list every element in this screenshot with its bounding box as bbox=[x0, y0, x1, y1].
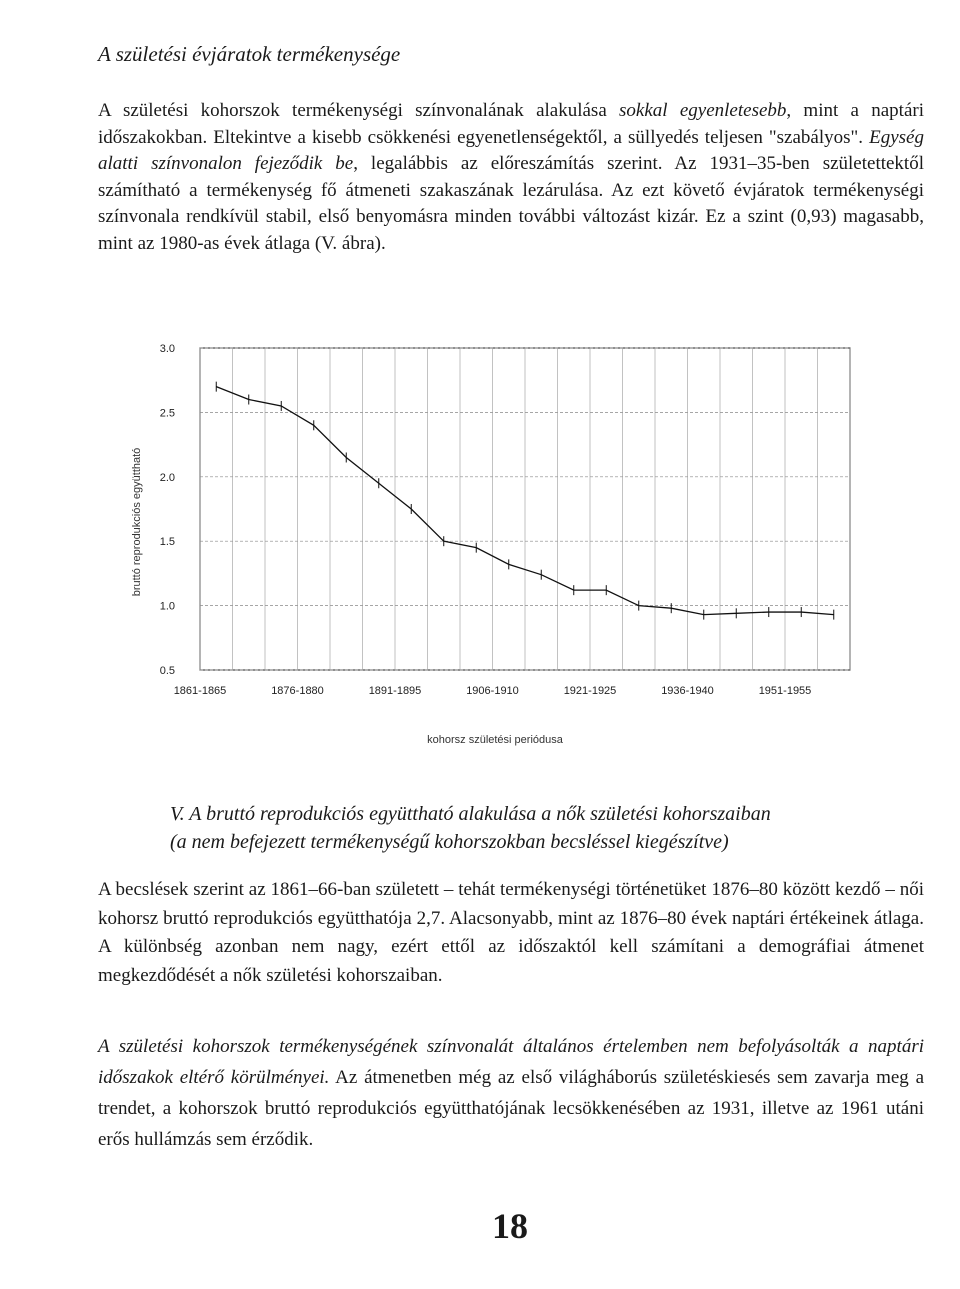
y-tick-label: 1.5 bbox=[159, 536, 175, 549]
paragraph-emphasis: sokkal egyenletesebb bbox=[619, 100, 787, 121]
y-tick-label: 1.0 bbox=[159, 600, 175, 613]
x-axis-label: kohorsz születési periódusa bbox=[427, 734, 563, 746]
reproduction-rate-chart bbox=[120, 330, 880, 770]
x-tick-label: 1906-1910 bbox=[466, 685, 519, 697]
y-axis-label: bruttó reprodukciós együttható bbox=[131, 447, 143, 597]
caption-line-2: (a nem befejezett termékenységű kohorszokban becsléssel kiegészítve) bbox=[170, 831, 729, 853]
paragraph-intro bbox=[98, 98, 924, 257]
chart-grid bbox=[200, 348, 850, 670]
section-heading: A születési évjáratok termékenysége bbox=[98, 42, 401, 66]
y-tick-label: 3.0 bbox=[159, 343, 175, 355]
paragraph-text: Az átmenetben még az első világháborús születéskiesés sem zavarja meg a trendet, a kohorszok bruttó reprodukciós együtthatójának lecsökkenésében az 1931, illetve az 1961 utáni erős hullámzás sem érződik. bbox=[98, 1067, 925, 1150]
figure-caption bbox=[170, 800, 890, 856]
x-tick-label: 1951-1955 bbox=[758, 685, 812, 697]
x-tick-label: 1876-1880 bbox=[271, 685, 324, 697]
x-tick-label: 1921-1925 bbox=[563, 685, 617, 697]
y-tick-label: 2.5 bbox=[159, 407, 175, 420]
paragraph-conclusion bbox=[98, 1031, 924, 1155]
paragraph-emphasis: Egység alatti színvonalon fejeződik be bbox=[98, 126, 924, 174]
x-tick-label: 1936-1940 bbox=[661, 685, 714, 697]
paragraph-text: A születési kohorszok termékenységi színvonalának alakulása bbox=[98, 100, 620, 121]
y-tick-label: 0.5 bbox=[159, 665, 175, 677]
y-axis-ticks bbox=[160, 343, 175, 677]
page-number: 18 bbox=[492, 1206, 528, 1246]
paragraph-estimates: A becslések szerint az 1861–66-ban született – tehát termékenységi történetüket 1876–80 között kezdő – női kohorsz bruttó reprodukciós együtthatója 2,7. Alacsonyabb, mint az 1876–80 évek naptári értékeinek átlaga. A különbség azonban nem nagy, ezért ettől az időszaktól kell számítani a demográfiai átmenet megkezdődését a nők születési kohorszaiban. bbox=[98, 879, 924, 986]
caption-line-1: V. A bruttó reprodukciós együttható alakulása a nők születési kohorszaiban bbox=[170, 803, 771, 825]
y-tick-label: 2.0 bbox=[159, 471, 175, 484]
paragraph-text: , mint a naptári időszakokban. Eltekintve a kisebb csökkenési egyenetlenségektől, a süllyedés teljesen "szabályos". bbox=[98, 100, 924, 148]
paragraph-emphasis: A születési kohorszok termékenységének színvonalát általános értelemben nem befolyásolták a naptári időszakok eltérő körülményei. bbox=[98, 1036, 924, 1088]
paragraph-text: , legalábbis az előreszámítás szerint. Az 1931–35-ben születettektől számítható a termékenység fő átmeneti szakaszának lezárulása. Az ezt követő évjáratok termékenységi színvonala rendkívül stabil, első benyomásra minden további változást kizár. Ez a szint (0,93) magasabb, mint az 1980-as évek átlaga (V. ábra). bbox=[98, 153, 924, 254]
x-tick-label: 1861-1865 bbox=[173, 685, 227, 697]
x-axis-ticks bbox=[174, 685, 812, 697]
x-tick-label: 1891-1895 bbox=[368, 685, 422, 697]
